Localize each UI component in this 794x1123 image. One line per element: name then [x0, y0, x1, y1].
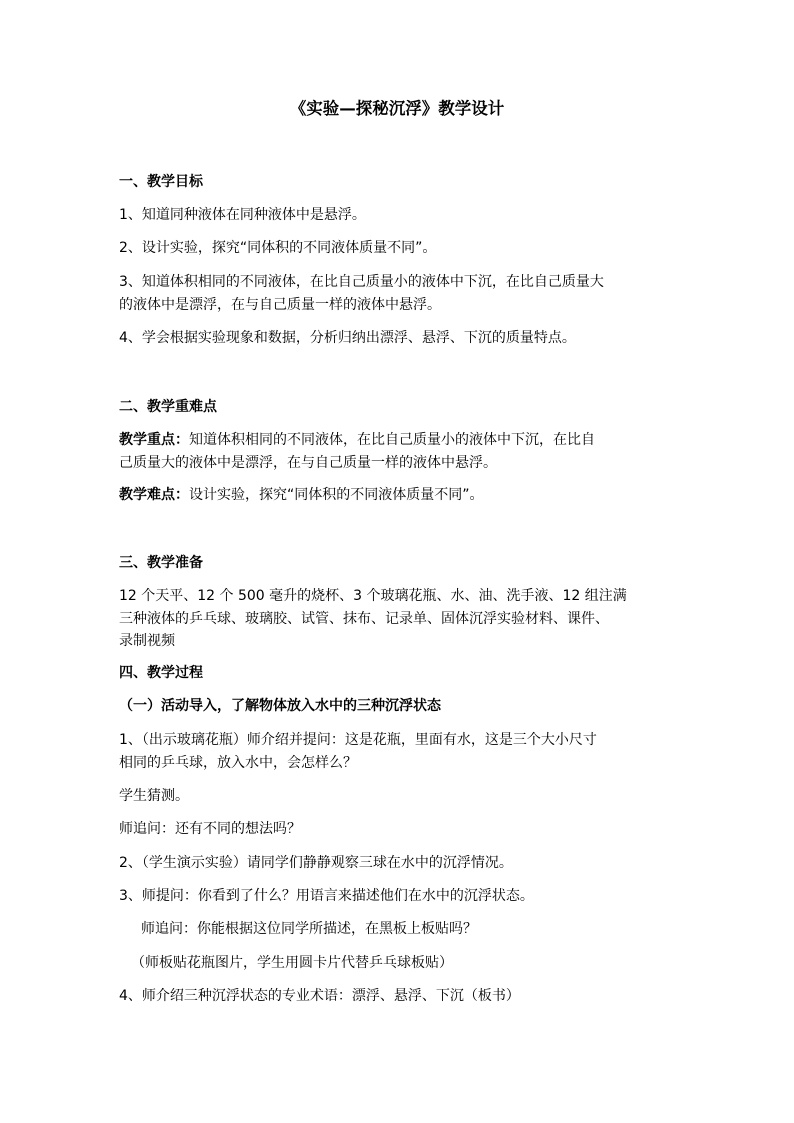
section-heading-key-points: 二、教学重难点 [119, 399, 217, 415]
objective-item: 4、学会根据实验现象和数据，分析归纳出漂浮、悬浮、下沉的质量特点。 [119, 330, 576, 346]
process-line-indented: 师追问：你能根据这位同学所描述，在黑板上板贴吗？ [141, 921, 477, 937]
process-line: 2、（学生演示实验）请同学们静静观察三球在水中的沉浮情况。 [119, 855, 513, 871]
key-point-line [119, 430, 689, 451]
key-point-text: 知道体积相同的不同液体，在比自己质量小的液体中下沉，在比自 [189, 432, 595, 448]
process-line: 1、（出示玻璃花瓶）师介绍并提问：这是花瓶，里面有水，这是三个大小尺寸 [119, 732, 597, 748]
section-heading-objectives: 一、教学目标 [119, 174, 203, 190]
objective-item: 1、知道同种液体在同种液体中是悬浮。 [119, 207, 366, 223]
difficulty-label: 教学难点： [119, 487, 189, 503]
key-point-text-continued: 己质量大的液体中是漂浮，在与自己质量一样的液体中悬浮。 [119, 455, 497, 471]
preparation-line: 12 个天平、12 个 500 毫升的烧杯、3 个玻璃花瓶、水、油、洗手液、12 组注满 [119, 588, 627, 604]
preparation-line: 录制视频 [119, 633, 175, 649]
objective-item-continued: 的液体中是漂浮，在与自己质量一样的液体中悬浮。 [119, 297, 441, 313]
section-heading-process: 四、教学过程 [119, 665, 203, 681]
difficulty-text: 设计实验，探究“同体积的不同液体质量不同”。 [189, 487, 484, 503]
preparation-line: 三种液体的乒乓球、玻璃胶、试管、抹布、记录单、固体沉浮实验材料、课件、 [119, 611, 609, 627]
key-point-label: 教学重点： [119, 432, 189, 448]
process-line: 3、师提问：你看到了什么？用语言来描述他们在水中的沉浮状态。 [119, 888, 534, 904]
difficulty-line [119, 485, 689, 506]
subsection-heading: （一）活动导入，了解物体放入水中的三种沉浮状态 [119, 698, 441, 714]
objective-item: 2、设计实验，探究“同体积的不同液体质量不同”。 [119, 240, 437, 256]
process-line: 相同的乒乓球，放入水中，会怎样么？ [119, 755, 357, 771]
process-line: 学生猜测。 [119, 788, 189, 804]
process-line: 4、师介绍三种沉浮状态的专业术语：漂浮、悬浮、下沉（板书） [119, 988, 520, 1004]
document-title: 《实验—探秘沉浮》教学设计 [289, 99, 505, 118]
process-line-indented: （师板贴花瓶图片，学生用圆卡片代替乒乓球板贴） [131, 955, 453, 971]
section-heading-preparation: 三、教学准备 [119, 555, 203, 571]
objective-item: 3、知道体积相同的不同液体，在比自己质量小的液体中下沉，在比自己质量大 [119, 274, 604, 290]
process-line: 师追问：还有不同的想法吗？ [119, 821, 301, 837]
